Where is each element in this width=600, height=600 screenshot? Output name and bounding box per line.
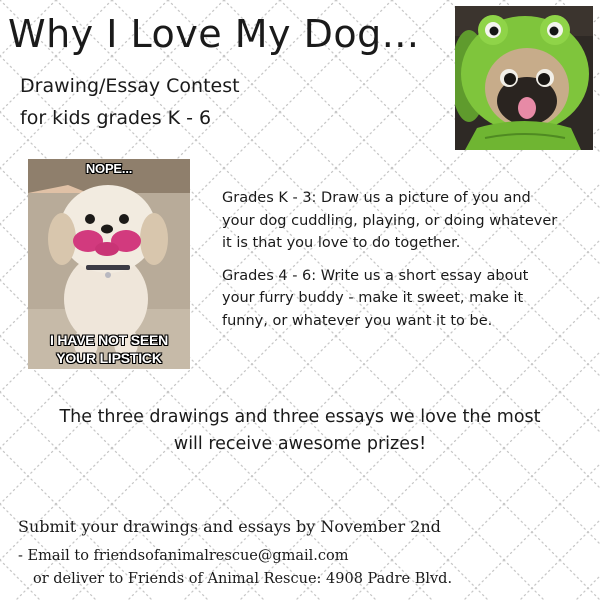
- instruction-line: your furry buddy - make it sweet, make it: [222, 290, 524, 306]
- instruction-line: Grades 4 - 6: Write us a short essay about: [222, 267, 529, 284]
- meme-top-caption: NOPE...: [85, 161, 133, 176]
- instruction-line: it is that you love to do together.: [222, 235, 461, 251]
- poster-subtitle: [20, 70, 350, 134]
- grades-k3-instructions: [222, 187, 572, 255]
- submission-email: - Email to friendsofanimalrescue@gmail.com: [18, 548, 349, 564]
- prizes-line: will receive awesome prizes!: [173, 434, 427, 454]
- poster-title: Why I Love My Dog...: [8, 12, 420, 56]
- submission-methods: [18, 545, 452, 591]
- submission-address: or deliver to Friends of Animal Rescue: 4908 Padre Blvd.: [33, 571, 453, 587]
- meme-bottom-caption: [28, 331, 190, 367]
- subtitle-line: for kids grades K - 6: [20, 107, 212, 129]
- instruction-line: Grades K - 3: Draw us a picture of you and: [222, 190, 531, 206]
- meme-caption-line: YOUR LIPSTICK: [56, 350, 162, 366]
- meme-caption-line: I HAVE NOT SEEN: [49, 332, 169, 348]
- instruction-line: your dog cuddling, playing, or doing whatever: [222, 212, 558, 229]
- grades-46-instructions: [222, 265, 572, 333]
- pug-photo: [455, 6, 593, 150]
- prizes-announcement: [30, 404, 570, 458]
- instruction-line: funny, or whatever you want it to be.: [222, 312, 493, 329]
- prizes-line: The three drawings and three essays we love the most: [59, 407, 541, 427]
- lipstick-dog-meme: [28, 159, 190, 369]
- submission-deadline: Submit your drawings and essays by November 2nd: [18, 517, 441, 536]
- grade-instructions: [222, 187, 572, 332]
- subtitle-line: Drawing/Essay Contest: [20, 75, 240, 97]
